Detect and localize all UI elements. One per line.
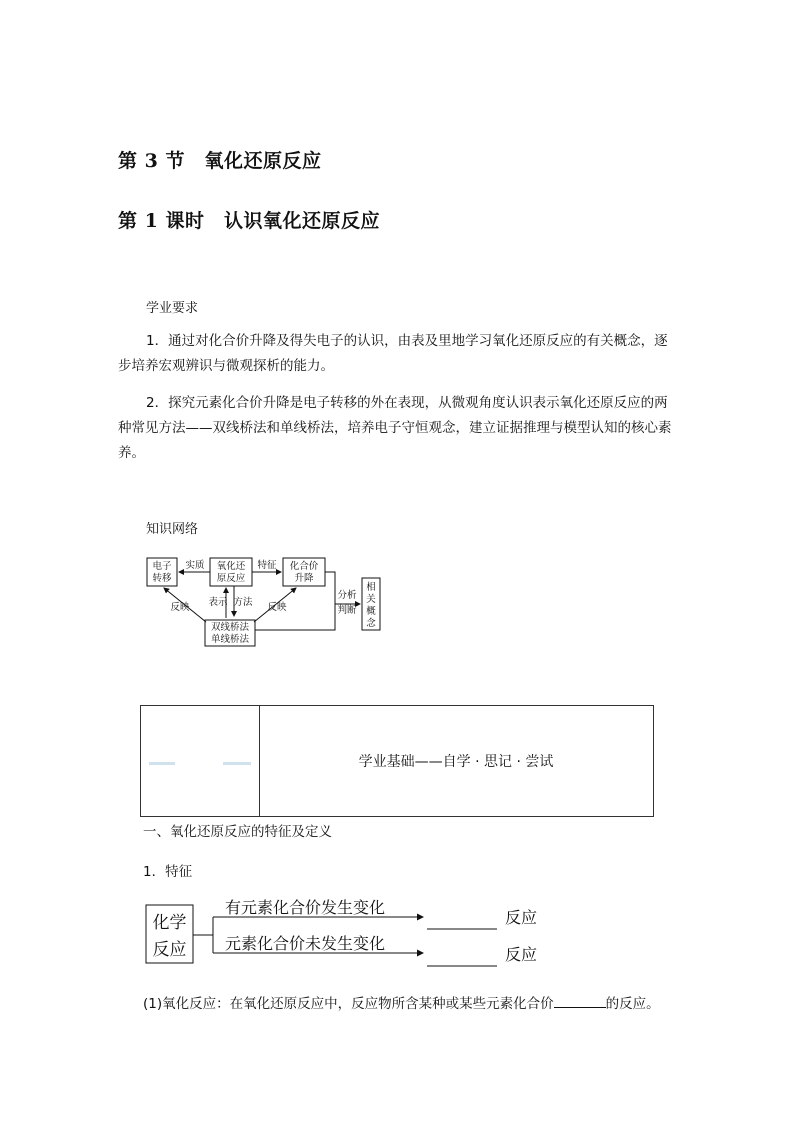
feature-upper-text: 有元素化合价发生变化 — [225, 898, 386, 917]
box-valence-line1: 化合价 — [289, 561, 319, 572]
box-valence-line2: 升降 — [294, 573, 314, 584]
feature-box-line1: 化学 — [152, 913, 187, 933]
oxidation-definition — [143, 992, 660, 1012]
feature-lower-text: 元素化合价未发生变化 — [225, 934, 386, 953]
banner-decoration — [149, 762, 175, 765]
banner-left-cell — [141, 706, 260, 816]
lesson-title: 第 1 课时 认识氧化还原反应 — [118, 210, 380, 232]
box-electron-line1: 电子 — [152, 561, 172, 572]
box-concepts-c4: 念 — [366, 618, 376, 629]
feature-box-line2: 反应 — [152, 940, 187, 960]
box-redox-line2: 原反应 — [216, 573, 246, 584]
feature-figure — [145, 895, 565, 975]
box-redox-line1: 氧化还 — [216, 561, 246, 572]
point-heading: 1．特征 — [143, 864, 193, 880]
section-title: 第 3 节 氧化还原反应 — [118, 150, 322, 172]
requirements-label: 学业要求 — [146, 301, 199, 316]
box-methods-line1: 双线桥法 — [210, 622, 250, 633]
feature-upper-suffix: 反应 — [505, 908, 538, 927]
requirement-item-1: 1．通过对化合价升降及得失电子的认识，由表及里地学习氧化还原反应的有关概念，逐步培养宏观辨识与微观探析的能力。 — [118, 333, 668, 374]
arrow-represent-label: 表示 — [208, 597, 228, 608]
box-methods-line2: 单线桥法 — [210, 634, 250, 645]
box-concepts-c2: 关 — [366, 594, 376, 605]
banner-decoration — [223, 762, 251, 765]
arrow-method-label: 方法 — [233, 597, 253, 608]
arrow-analyze-line2: 判断 — [337, 605, 357, 616]
fill-blank[interactable] — [554, 993, 606, 1008]
knowledge-network-diagram — [140, 550, 400, 660]
banner-title: 学业基础——自学 · 思记 · 尝试 — [358, 754, 554, 770]
arrow-analyze-line1: 分析 — [337, 590, 357, 601]
section-banner — [140, 705, 654, 817]
network-label: 知识网络 — [146, 522, 199, 537]
box-electron-line2: 转移 — [152, 573, 172, 584]
section-heading: 一、氧化还原反应的特征及定义 — [143, 824, 332, 840]
feature-lower-suffix: 反应 — [505, 945, 538, 964]
arrow-essence-label: 实质 — [185, 560, 205, 571]
box-concepts-c1: 相 — [366, 582, 376, 593]
arrow-reflect-right-label: 反映 — [267, 602, 287, 613]
oxidation-text-after: 的反应。 — [605, 996, 660, 1012]
oxidation-text-before: (1)氧化反应：在氧化还原反应中，反应物所含某种或某些元素化合价 — [143, 996, 554, 1012]
arrow-reflect-left-label: 反映 — [170, 602, 190, 613]
requirement-item-2: 2．探究元素化合价升降是电子转移的外在表现，从微观角度认识表示氧化还原反应的两种常见方法——双线桥法和单线桥法，培养电子守恒观念，建立证据推理与模型认知的核心素养。 — [118, 395, 672, 461]
box-concepts-c3: 概 — [366, 606, 376, 617]
arrow-feature-label: 特征 — [257, 560, 277, 571]
